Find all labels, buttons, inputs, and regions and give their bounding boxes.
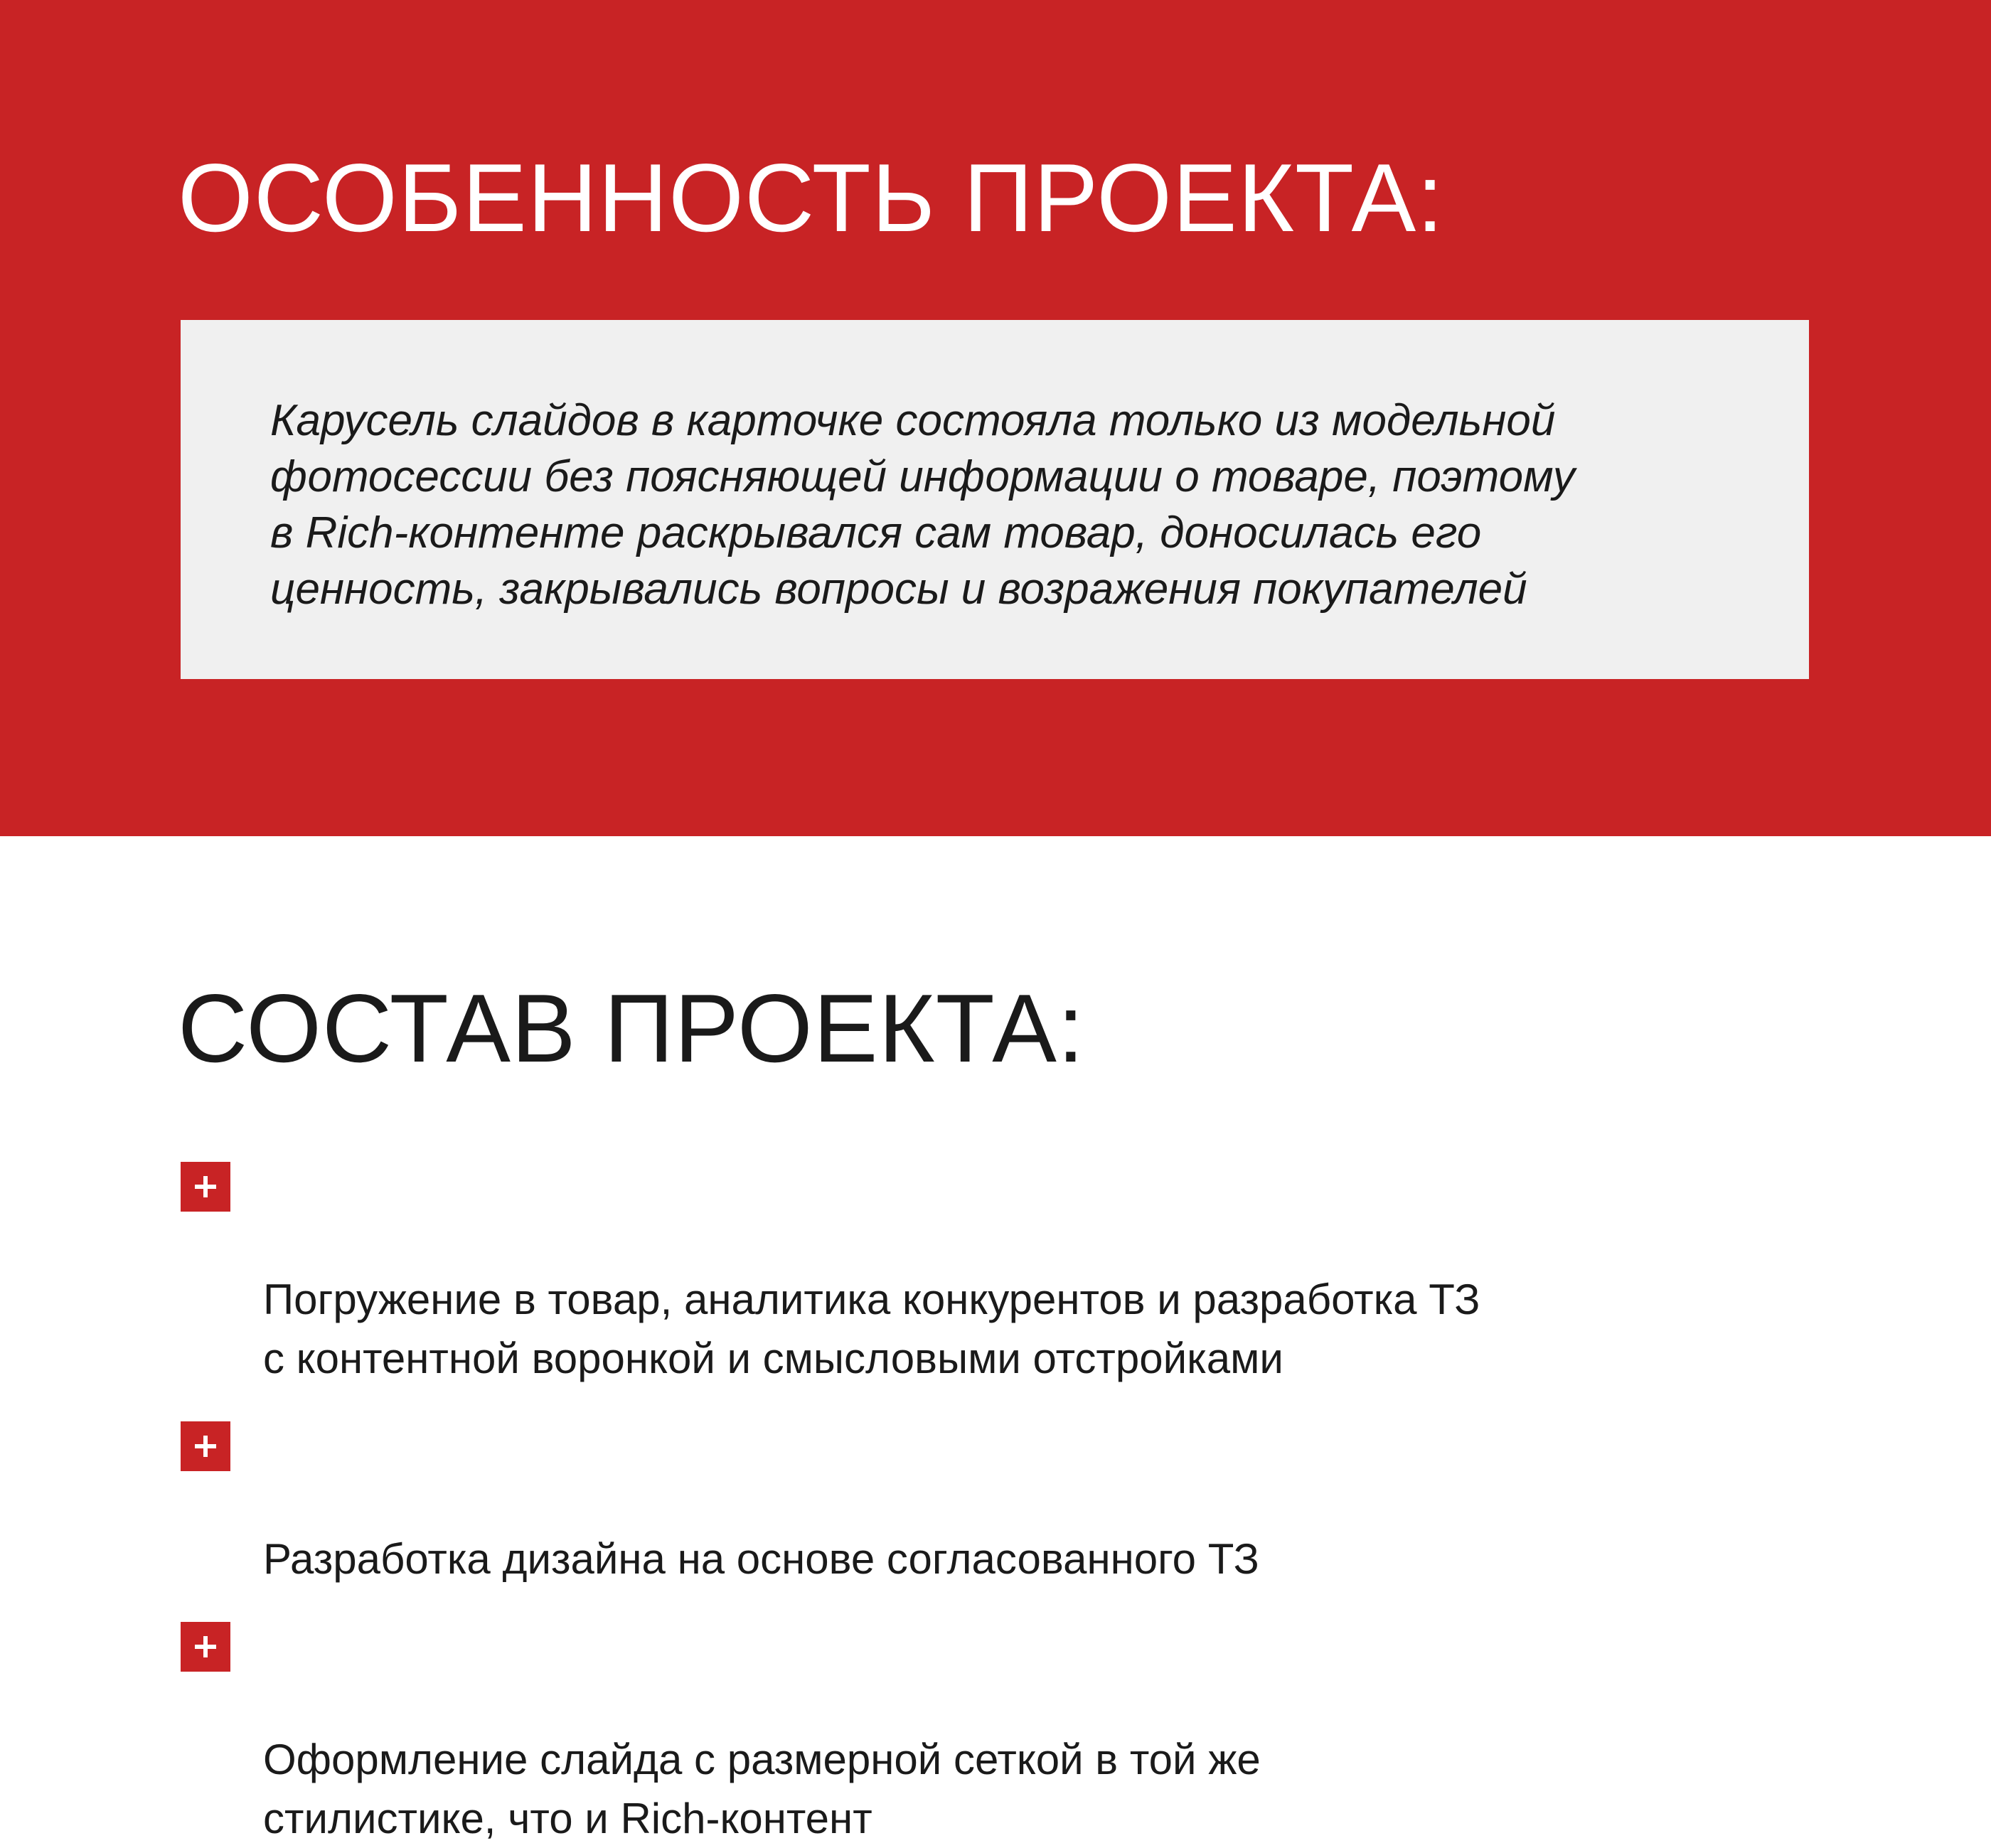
- composition-title: СОСТАВ ПРОЕКТА:: [178, 974, 1085, 1082]
- list-item-label: Оформление слайда с размерной сеткой в той же стилистике, что и Rich-контент: [263, 1736, 1261, 1842]
- feature-quote-box: [181, 320, 1809, 679]
- list-item-label: Погружение в товар, аналитика конкурентов и разработка ТЗ с контентной воронкой и смысловыми отстройками: [263, 1276, 1480, 1382]
- feature-description: Карусель слайдов в карточке состояла только из модельной фотосессии без поясняющей информации о товаре, поэтому в Rich-контенте раскрывался сам товар, доносилась его ценность, закрывались вопросы и возражения покупателей: [270, 396, 1575, 614]
- list-item: [181, 1152, 1816, 1388]
- plus-icon: [181, 1622, 230, 1672]
- feature-title: ОСОБЕННОСТЬ ПРОЕКТА:: [178, 144, 1445, 252]
- plus-icon: [181, 1162, 230, 1212]
- plus-icon: [181, 1421, 230, 1471]
- list-item-label: Разработка дизайна на основе согласованного ТЗ: [263, 1535, 1259, 1583]
- composition-list: [181, 1152, 1816, 1848]
- list-item: [181, 1612, 1816, 1848]
- list-item: [181, 1411, 1816, 1588]
